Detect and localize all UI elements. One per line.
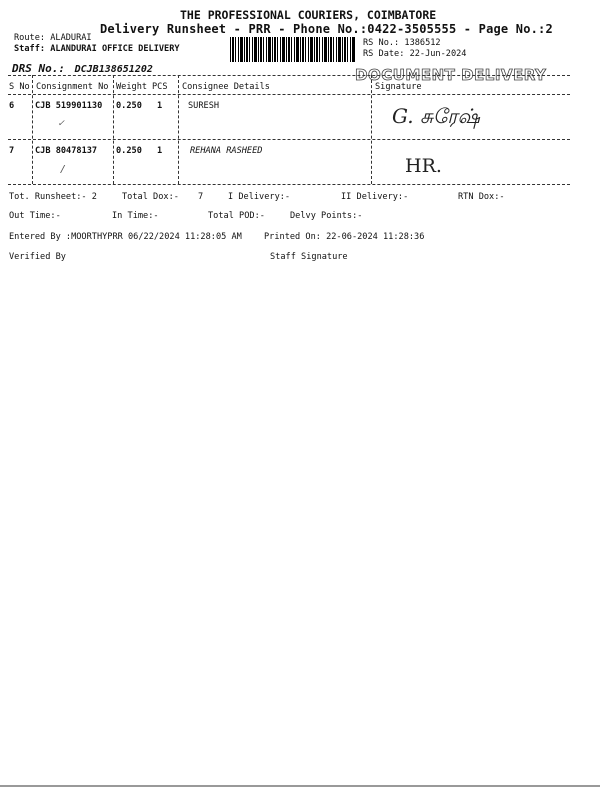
drs-label: DRS No.: bbox=[12, 62, 65, 75]
row-sno: 6 bbox=[9, 101, 15, 111]
header-weight: Weight bbox=[116, 82, 148, 92]
table-header-rule bbox=[8, 94, 570, 95]
barcode-image bbox=[230, 37, 355, 62]
row-sno: 7 bbox=[9, 146, 15, 156]
route-label: Route: ALADURAI bbox=[14, 33, 92, 43]
col-divider bbox=[113, 75, 114, 184]
out-time: Out Time:- bbox=[9, 211, 61, 221]
header-sno: S No bbox=[9, 82, 30, 92]
col-divider bbox=[178, 75, 179, 184]
row-pcs: 1 bbox=[157, 101, 163, 111]
row-pcs: 1 bbox=[157, 146, 163, 156]
table-bottom-rule bbox=[8, 184, 570, 185]
row-consignment: CJB 80478137 bbox=[35, 146, 98, 156]
header-pcs: PCS bbox=[152, 82, 168, 92]
drs-number bbox=[12, 57, 153, 76]
table-top-rule bbox=[8, 75, 570, 76]
i-delivery: I Delivery:- bbox=[228, 192, 291, 202]
row-divider bbox=[8, 139, 570, 140]
staff-signature: Staff Signature bbox=[270, 252, 348, 262]
total-runsheet: Tot. Runsheet:- 2 bbox=[9, 192, 97, 202]
row-weight: 0.250 bbox=[116, 146, 142, 156]
signature-handwritten: HR. bbox=[405, 155, 442, 177]
header-consignment: Consignment No bbox=[36, 82, 109, 92]
row-consignment: CJB 519901130 bbox=[35, 101, 103, 111]
staff-label: Staff: ALANDURAI OFFICE DELIVERY bbox=[14, 44, 180, 54]
rtn-dox: RTN Dox:- bbox=[458, 192, 505, 202]
col-divider bbox=[32, 75, 33, 184]
verified-by: Verified By bbox=[9, 252, 66, 262]
document-delivery-stamp: DOCUMENT DELIVERY bbox=[355, 66, 547, 84]
rs-date: RS Date: 22-Jun-2024 bbox=[363, 49, 467, 59]
row-consignee: REHANA RASHEED bbox=[190, 146, 263, 156]
total-pod: Total POD:- bbox=[208, 211, 265, 221]
runsheet-subtitle: Delivery Runsheet - PRR - Phone No.:0422-3505555 - Page No.:2 bbox=[100, 22, 553, 36]
rs-number: RS No.: 1386512 bbox=[363, 38, 441, 48]
total-dox-label: Total Dox:- bbox=[122, 192, 179, 202]
total-dox-value: 7 bbox=[198, 192, 204, 202]
printed-on: Printed On: 22-06-2024 11:28:36 bbox=[264, 232, 425, 242]
row-weight: 0.250 bbox=[116, 101, 142, 111]
page-bottom-edge bbox=[0, 785, 600, 787]
col-divider bbox=[371, 75, 372, 184]
header-consignee: Consignee Details bbox=[182, 82, 270, 92]
drs-value: DCJB138651202 bbox=[74, 64, 153, 75]
tick-mark: ✓ bbox=[58, 118, 65, 129]
row-consignee: SURESH bbox=[188, 101, 220, 111]
delvy-points: Delvy Points:- bbox=[290, 211, 363, 221]
header-signature: Signature bbox=[375, 82, 422, 92]
in-time: In Time:- bbox=[112, 211, 159, 221]
signature-handwritten: G. சுரேஷ் bbox=[392, 104, 480, 128]
ii-delivery: II Delivery:- bbox=[341, 192, 409, 202]
tick-mark: / bbox=[60, 164, 67, 175]
company-title: THE PROFESSIONAL COURIERS, COIMBATORE bbox=[180, 8, 437, 22]
entered-by: Entered By :MOORTHYPRR 06/22/2024 11:28:05 AM bbox=[9, 232, 242, 242]
